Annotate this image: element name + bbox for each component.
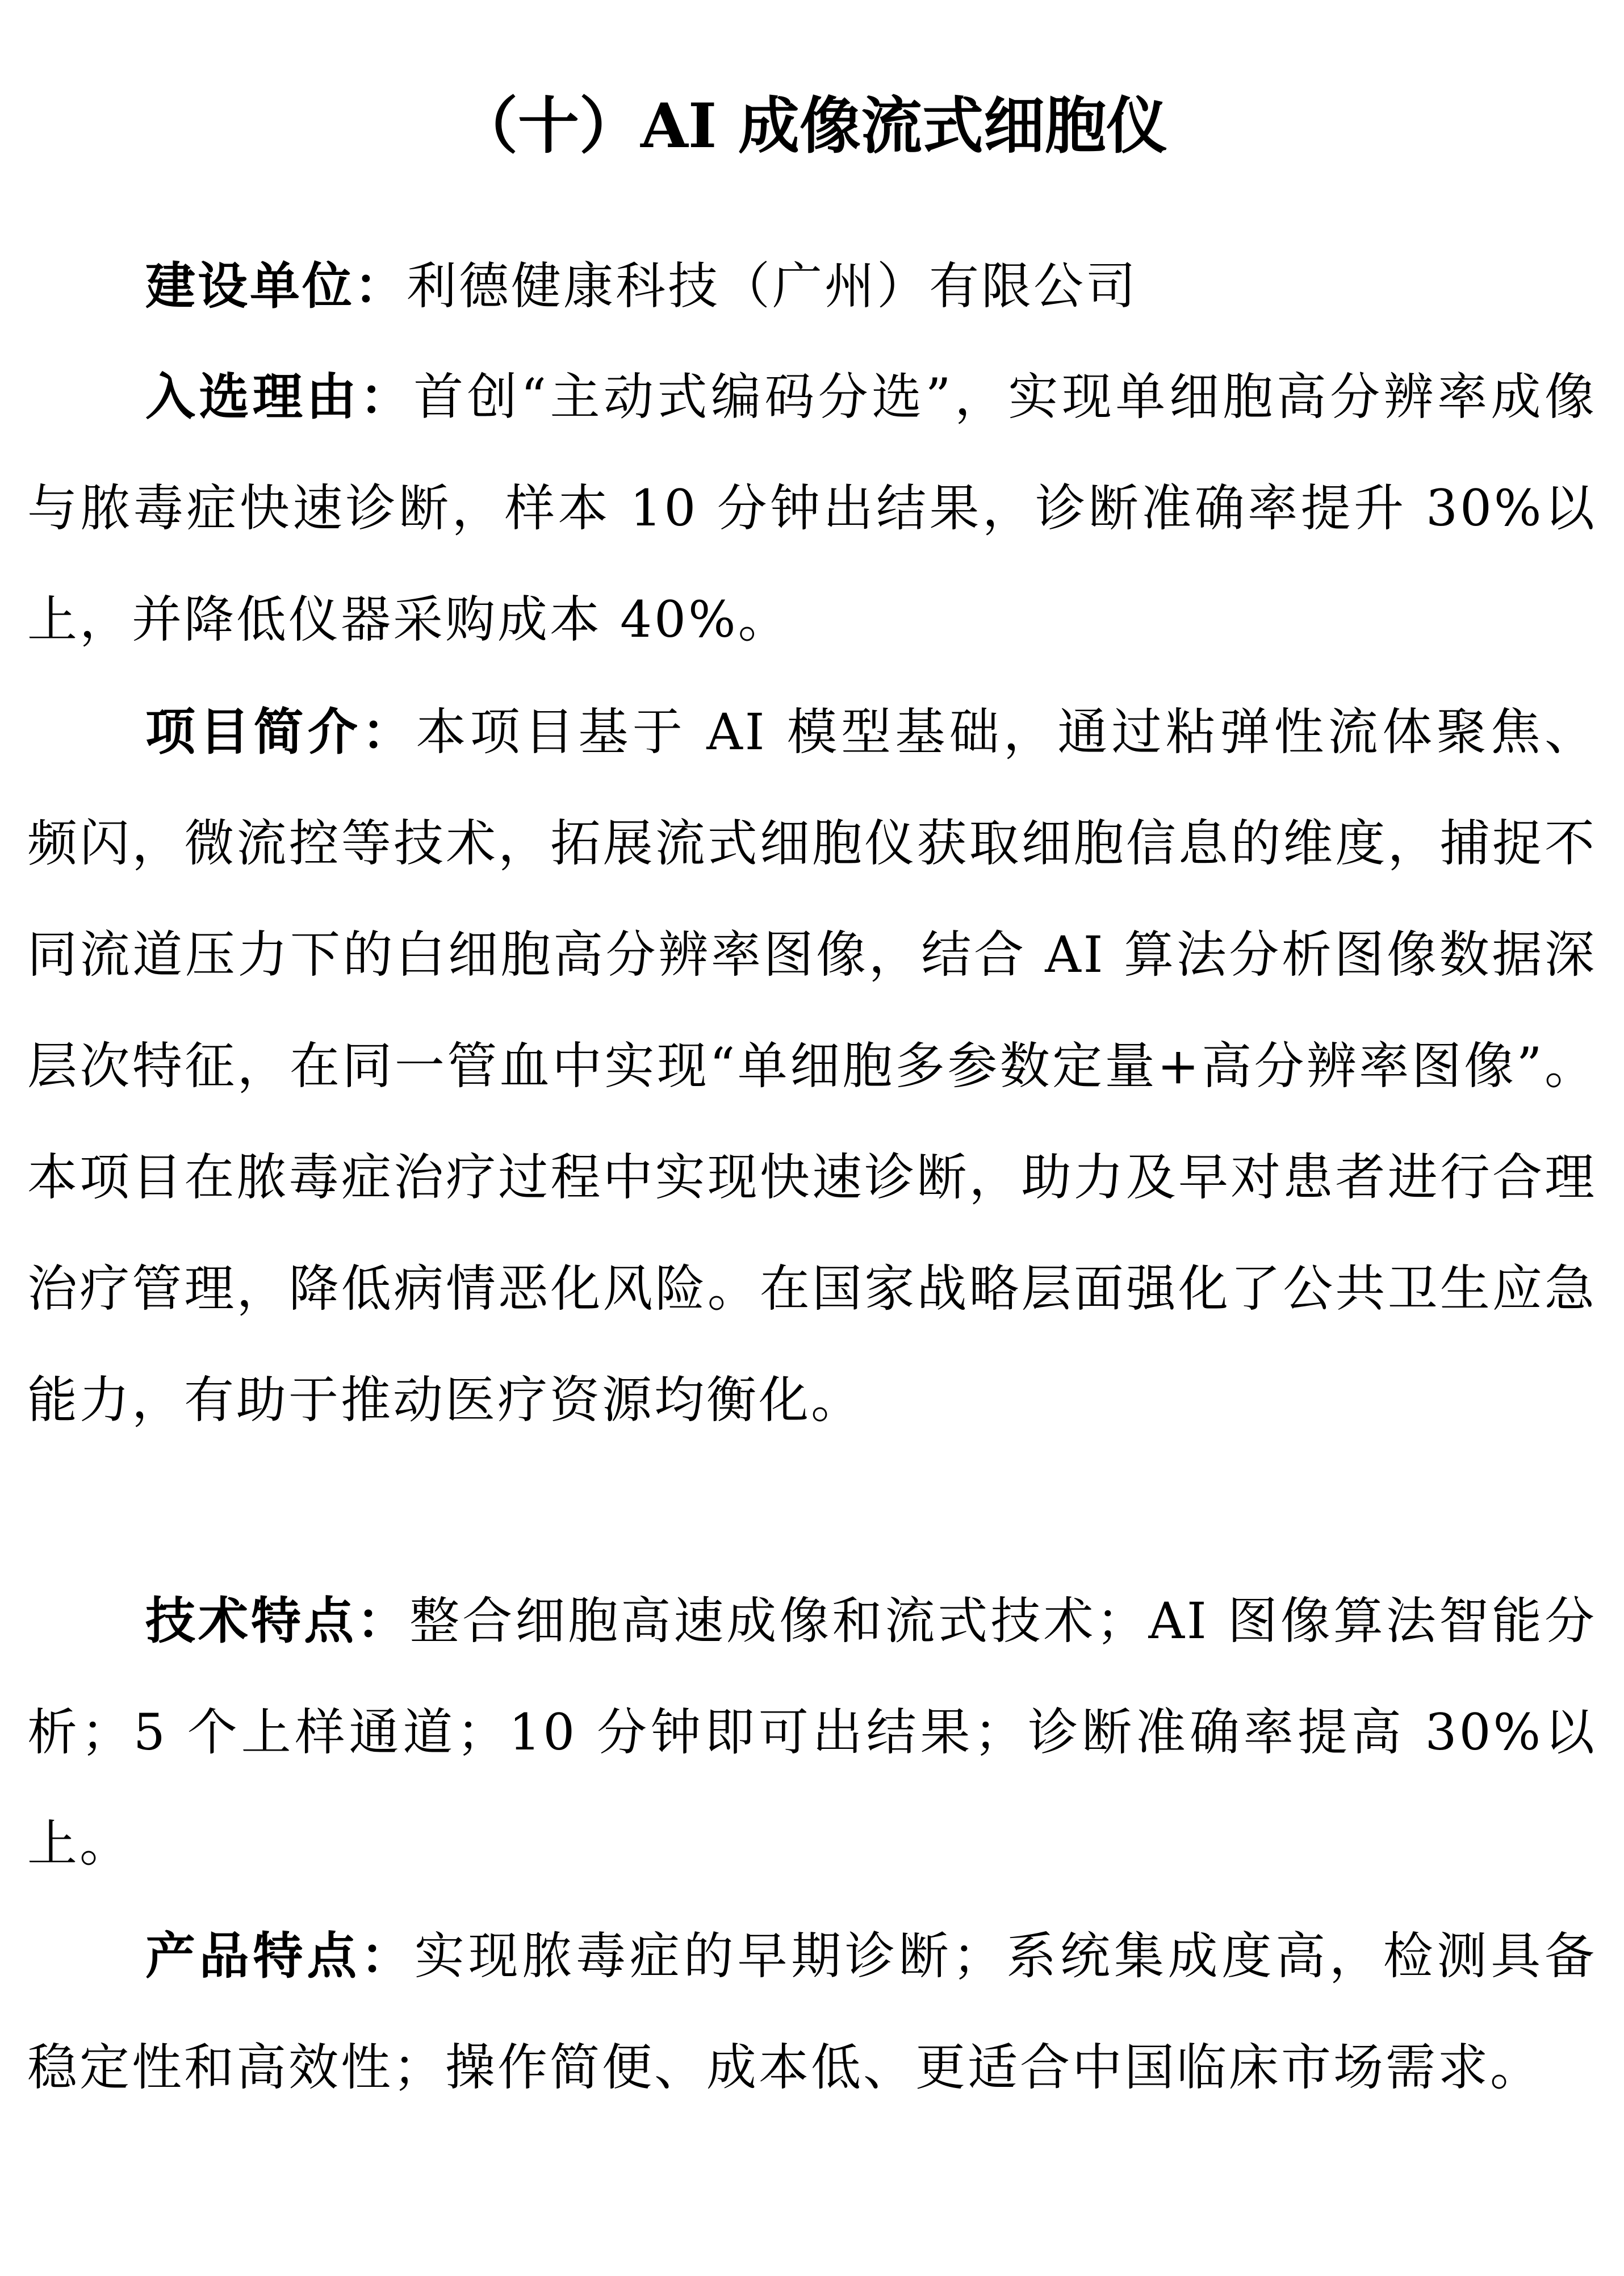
product-features-text: 实现脓毒症的早期诊断；系统集成度高，检测具备稳定性和高效性；操作简便、成本低、更适合中国临床市场需求。 [27,1927,1597,2097]
tech-features-label: 技术特点： [145,1591,410,1650]
construction-unit-paragraph [27,230,1597,342]
project-intro-paragraph [27,676,1597,1456]
project-intro-text: 本项目基于 AI 模型基础，通过粘弹性流体聚焦、频闪，微流控等技术，拓展流式细胞仪获取细胞信息的维度，捕捉不同流道压力下的白细胞高分辨率图像，结合 AI 算法分析图像数据深层次特征，在同一管血中实现“单细胞多参数定量+高分辨率图像”。本项目在脓毒症治疗过程中实现快速诊断，助力及早对患者进行合理治疗管理，降低病情恶化风险。在国家战略层面强化了公共卫生应急能力，有助于推动医疗资源均衡化。 [27,703,1597,1429]
construction-unit-text: 利德健康科技（广州）有限公司 [407,257,1139,315]
product-features-paragraph [27,1900,1597,2123]
page-title: （十）AI 成像流式细胞仪 [457,90,1167,162]
selection-reason-text: 首创“主动式编码分选”，实现单细胞高分辨率成像与脓毒症快速诊断，样本 10 分钟出结果，诊断准确率提升 30%以上，并降低仪器采购成本 40%。 [27,367,1597,649]
tech-features-paragraph [27,1565,1597,1899]
project-intro-label: 项目简介： [145,702,416,761]
product-features-label: 产品特点： [145,1926,415,1985]
tech-features-text: 整合细胞高速成像和流式技术；AI 图像算法智能分析；5 个上样通道；10 分钟即可出结果；诊断准确率提高 30%以上。 [27,1592,1597,1873]
construction-unit-label: 建设单位： [145,256,407,315]
selection-reason-paragraph [27,341,1597,675]
selection-reason-label: 入选理由： [145,367,414,426]
